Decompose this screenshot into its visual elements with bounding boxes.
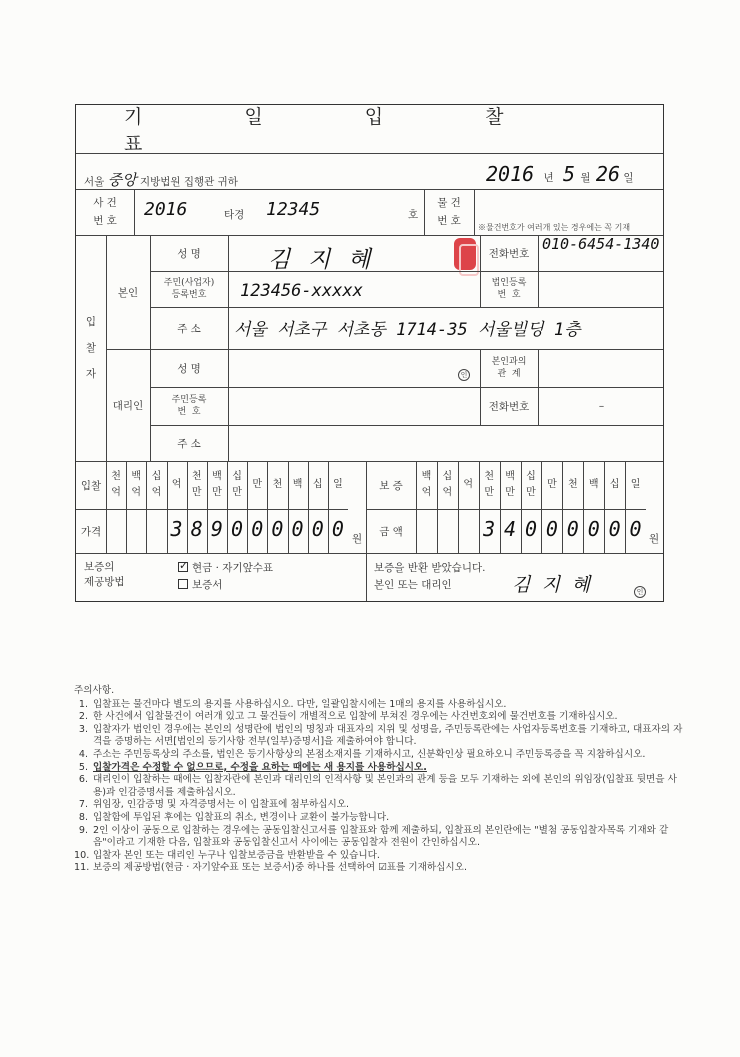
date-day: 26 — [595, 162, 620, 186]
self-label: 본인 — [117, 286, 139, 299]
note-text: 위임장, 인감증명 및 자격증명서는 이 입찰표에 첨부하십시오. — [93, 799, 350, 811]
court-line — [84, 169, 238, 190]
amounts-section — [76, 461, 664, 553]
bid-digit-head: 백 억 — [131, 471, 142, 498]
checkbox-empty-icon[interactable] — [178, 579, 188, 589]
note-number: 3. — [78, 723, 88, 735]
date-month-unit: 월 — [580, 172, 591, 184]
note-item — [74, 799, 686, 812]
note-item — [74, 774, 686, 799]
date-line — [486, 162, 634, 186]
note-text: 한 사건에서 입찰물건이 여러개 있고 그 물건들이 개별적으로 입찰에 부쳐진 경우에는 사건번호외에 물건번호를 기재하십시오. — [93, 711, 618, 723]
note-number: 7. — [78, 799, 88, 811]
note-item — [74, 711, 686, 724]
note-text: 보증의 제공방법(현금 · 자기앞수표 또는 보증서)중 하나를 선택하여 ☑표를 기재하십시오. — [93, 862, 467, 874]
bid-digit-head: 억 — [171, 479, 182, 490]
dep-digit-head: 억 — [463, 479, 474, 490]
agent-seal-mark — [458, 362, 470, 381]
dep-digit-value: 0 — [566, 517, 579, 541]
bidder-label: 입 찰 자 — [85, 315, 97, 380]
digit-divider — [479, 461, 480, 553]
dep-digit-value: 4 — [504, 517, 517, 541]
bid-label-bottom: 가격 — [80, 525, 102, 538]
note-item — [74, 724, 686, 749]
bid-digit-value: 0 — [331, 517, 344, 541]
divider — [76, 153, 664, 154]
notes-list — [74, 699, 686, 875]
bid-digit-head: 백 만 — [212, 471, 222, 498]
bid-digit-value: 0 — [291, 517, 304, 541]
divider — [538, 271, 539, 307]
note-text: 입찰함에 투입된 후에는 입찰표의 취소, 변경이나 교환이 불가능합니다. — [93, 811, 390, 823]
seal-icon: 인 — [634, 586, 646, 598]
seal-icon: 인 — [458, 369, 470, 381]
dep-digit-head: 백 — [588, 479, 599, 490]
dep-digit-head: 십 — [609, 479, 620, 490]
note-text: 입찰표는 물건마다 별도의 용지를 사용하십시오. 다만, 일괄입찰시에는 1매의 용지를 사용하십시오. — [93, 698, 507, 710]
deposit-label-bottom: 금 액 — [379, 525, 403, 538]
dep-digit-value: 0 — [524, 517, 537, 541]
case-type: 타경 — [224, 209, 245, 221]
deposit-digit-grid — [76, 461, 664, 553]
case-ho: 호 — [408, 209, 419, 221]
divider — [416, 509, 646, 510]
deposit-won-unit: 원 — [649, 533, 660, 545]
note-number: 11. — [74, 862, 90, 874]
option-cash-label: 현금 · 자기앞수표 — [192, 562, 274, 574]
name-label: 성 명 — [177, 247, 201, 260]
court-prefix: 서울 — [84, 176, 105, 188]
bidder-id: 123456-xxxxx — [240, 281, 363, 301]
return-who: 본인 또는 대리인 — [374, 579, 452, 591]
note-text: 입찰가격은 수정할 수 없으므로, 수정을 요하는 때에는 새 용지를 사용하십시오. — [93, 761, 427, 773]
date-year: 2016 — [486, 162, 535, 186]
bid-digit-value: 0 — [251, 517, 264, 541]
bid-digit-head: 만 — [252, 479, 263, 490]
court-suffix: 지방법원 집행관 귀하 — [139, 176, 238, 188]
date-day-unit: 일 — [623, 172, 634, 184]
id-label: 주민(사업자) 등록번호 — [163, 278, 215, 300]
note-number: 1. — [78, 698, 88, 710]
checkbox-checked-icon[interactable] — [178, 562, 188, 572]
digit-divider — [604, 461, 605, 553]
relation-label: 본인과의 관 계 — [491, 357, 527, 379]
digit-divider — [458, 461, 459, 553]
option-cash[interactable] — [178, 560, 273, 575]
case-number: 12345 — [266, 199, 321, 220]
bidder-name: 김 지 혜 — [268, 247, 373, 273]
divider — [76, 189, 664, 190]
dep-digit-head: 백 억 — [421, 471, 432, 498]
digit-divider — [437, 461, 438, 553]
digit-divider — [562, 461, 563, 553]
agent-label: 대리인 — [112, 399, 144, 412]
note-text: 주소는 주민등록상의 주소를, 법인은 등기사항상의 본점소재지를 기재하시고, 신분확인상 필요하오니 주민등록증을 꼭 지참하십시오. — [93, 748, 646, 760]
agent-phone-value: – — [598, 400, 605, 412]
bid-digit-head: 십 — [312, 479, 323, 490]
dep-digit-value: 0 — [608, 517, 621, 541]
divider — [134, 189, 135, 235]
dep-digit-head: 백 만 — [505, 471, 515, 498]
bid-digit-head: 천 억 — [111, 471, 121, 498]
bid-digit-head: 십 만 — [232, 471, 242, 498]
dep-digit-head: 천 — [567, 479, 578, 490]
note-number: 4. — [78, 748, 88, 760]
item-number-note: ※물건번호가 여러개 있는 경우에는 꼭 기재 — [478, 223, 631, 232]
digit-divider — [583, 461, 584, 553]
note-number: 8. — [78, 811, 88, 823]
item-number-label: 물 건 번 호 — [437, 197, 461, 227]
case-number-label: 사 건 번 호 — [93, 197, 117, 227]
bid-digit-value: 0 — [231, 517, 244, 541]
note-item — [74, 850, 686, 863]
case-year: 2016 — [144, 199, 188, 220]
bid-digit-head: 십 억 — [151, 471, 162, 498]
bidder-address: 서울 서초구 서초동 1714-35 서울빌딩 1층 — [234, 320, 581, 340]
dep-digit-value: 0 — [545, 517, 558, 541]
dep-digit-value: 0 — [629, 517, 642, 541]
dep-digit-head: 십 억 — [442, 471, 453, 498]
bid-digit-value: 8 — [190, 517, 203, 541]
bid-digit-head: 일 — [333, 479, 343, 490]
address-label: 주 소 — [177, 322, 201, 335]
note-text: 입찰자가 법인인 경우에는 본인의 성명란에 법인의 명칭과 대표자의 지위 및 성명을, 주민등록란에는 사업자등록번호를 기재하고, 대표자의 자격을 증명하는 서면[법인의 등기사항 전부(일부)증명서]을 제출하여야 합니다. — [93, 723, 683, 748]
agent-phone-label: 전화번호 — [488, 400, 530, 413]
digit-divider — [541, 461, 542, 553]
divider — [538, 235, 539, 271]
bid-digit-value: 0 — [271, 517, 284, 541]
date-year-unit: 년 — [543, 172, 554, 184]
note-number: 9. — [78, 824, 88, 836]
dep-digit-head: 만 — [547, 479, 557, 490]
deposit-label-top: 보 증 — [379, 479, 403, 492]
note-item — [74, 699, 686, 712]
note-item — [74, 825, 686, 850]
divider — [76, 553, 664, 554]
note-text: 2인 이상이 공동으로 입찰하는 경우에는 공동입찰신고서를 입찰표와 함께 제출하되, 입찰표의 본인란에는 "별첨 공동입찰자목록 기재와 같음"이라고 기재한 다음, 입찰표와 공동입찰신고서 사이에는 공동입찰자 전원이 간인하십시오. — [93, 824, 669, 849]
date-month: 5 — [563, 162, 576, 186]
bid-digit-value: 3 — [170, 517, 183, 541]
note-text: 대리인이 입찰하는 때에는 입찰자란에 본인과 대리인의 인적사항 및 본인과의 관계 등을 모두 기재하는 외에 본인의 위임장(입찰표 뒷면을 사용)과 인감증명서를 제출하십시오. — [93, 774, 677, 798]
digit-divider — [500, 461, 501, 553]
note-number: 5. — [78, 761, 88, 773]
court-name-hand: 중앙 — [107, 171, 137, 189]
dep-digit-head: 일 — [630, 479, 641, 490]
option-guarantee[interactable] — [178, 577, 222, 592]
return-text: 보증을 반환 받았습니다. — [374, 562, 486, 574]
note-item — [74, 749, 686, 762]
dep-digit-head: 십 만 — [526, 471, 536, 498]
form-title: 기 일 입 찰 표 — [124, 106, 552, 155]
divider — [474, 189, 475, 235]
dep-digit-value: 3 — [483, 517, 496, 541]
agent-name-label: 성 명 — [177, 362, 201, 375]
note-item — [74, 812, 686, 825]
dep-digit-value: 0 — [587, 517, 600, 541]
bid-label-top: 입찰 — [80, 479, 102, 492]
note-number: 2. — [78, 711, 88, 723]
digit-divider — [625, 461, 626, 553]
deposit-method-label: 보증의 제공방법 — [84, 561, 125, 588]
bid-won-unit: 원 — [352, 533, 363, 545]
divider — [228, 235, 229, 461]
note-item — [74, 762, 686, 775]
bid-digit-value: 9 — [210, 517, 223, 541]
corp-number-label: 법인등록 번 호 — [491, 278, 527, 300]
notes-section — [74, 685, 686, 875]
bid-digit-head: 천 만 — [191, 471, 202, 498]
notes-heading: 주의사항. — [74, 685, 115, 696]
note-item — [74, 862, 686, 875]
bid-digit-head: 천 — [272, 479, 283, 490]
agent-id-label: 주민등록 번 호 — [171, 395, 207, 417]
bid-digit-head: 백 — [292, 479, 303, 490]
note-number: 6. — [78, 774, 88, 786]
divider — [366, 553, 367, 602]
digit-divider — [521, 461, 522, 553]
phone-value: 010-6454-1340 — [542, 235, 660, 253]
return-seal — [634, 579, 646, 598]
agent-address-label: 주 소 — [177, 437, 201, 450]
option-guarantee-label: 보증서 — [192, 579, 223, 591]
red-seal-stamp — [454, 238, 476, 270]
phone-label: 전화번호 — [488, 247, 530, 260]
bid-form — [75, 104, 664, 602]
dep-digit-head: 천 만 — [484, 471, 494, 498]
note-text: 입찰자 본인 또는 대리인 누구나 입찰보증금을 반환받을 수 있습니다. — [93, 849, 380, 861]
return-signature: 김 지 혜 — [512, 574, 590, 596]
bid-digit-value: 0 — [311, 517, 324, 541]
note-number: 10. — [74, 849, 90, 861]
